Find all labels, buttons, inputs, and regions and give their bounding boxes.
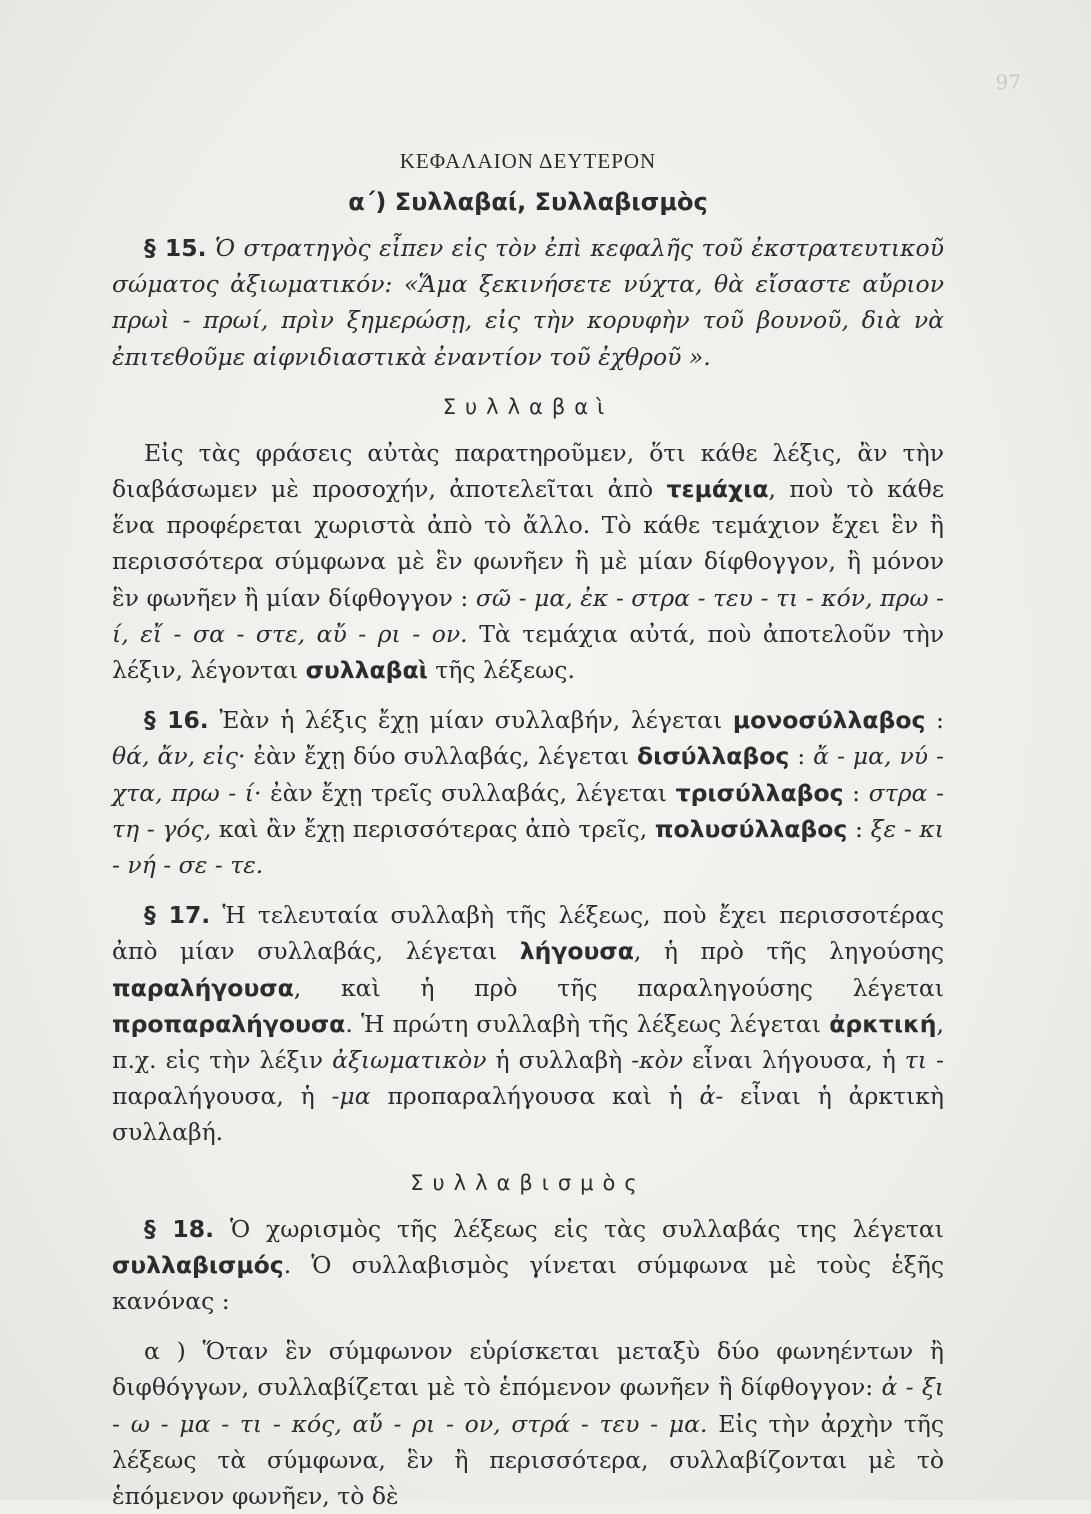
example-run: ξε - κι - νή - σε - τε. (112, 814, 944, 880)
paragraph-18-rule-a (112, 1333, 944, 1514)
chapter-heading: ΚΕΦΑΛΑΙΟΝ ΔΕΥΤΕΡΟΝ (399, 149, 657, 173)
text-run: ἐὰν ἔχῃ τρεῖς συλλαβάς, λέγεται (270, 778, 667, 807)
text-run: . Ὁ συλλαβισμὸς γίνεται σύμφωνα μὲ τοὺς ἑξῆς κανόνας : (112, 1250, 944, 1316)
term-monosyllavos: μονοσύλλαβος (732, 706, 926, 735)
text-run: ἡ συλλαβὴ (495, 1046, 623, 1075)
example-run: στρα - τη - γός, (112, 778, 944, 843)
term-trisyllavos: τρισύλλαβος (675, 778, 844, 807)
text-run: Τὰ τεμάχια αὐτά, ποὺ ἀποτελοῦν τὴν λέξιν, λέγονται (112, 619, 944, 685)
example-run: ἀ- (699, 1082, 724, 1111)
text-run: Ἡ τελευταία συλλαβὴ τῆς λέξεως, ποὺ ἔχει περισσοτέρας ἀπὸ μίαν συλλαβάς, λέγεται (112, 901, 944, 966)
text-run: εἶναι λήγουσα, ἡ (692, 1046, 896, 1075)
term-proparaligousa: προπαραλήγουσα (112, 1009, 346, 1038)
text-run: προπαραλήγουσα καὶ ἡ (387, 1082, 683, 1111)
example-run: -μα (331, 1082, 371, 1111)
text-run: εἶναι ἡ ἀρκτικὴ συλλαβή. (112, 1082, 944, 1147)
section-number-15: § 15. (144, 234, 207, 262)
text-run: καὶ ἂν ἔχῃ περισσότερας ἀπὸ τρεῖς, (218, 814, 648, 843)
example-run: θά, ἄν, εἰς· (112, 742, 246, 771)
text-run: , ἡ πρὸ τῆς ληγούσης (633, 937, 944, 966)
term-syllavismos: συλλαβισμός (112, 1250, 284, 1279)
term-syllavai: συλλαβαὶ (305, 656, 428, 685)
text-run: . Ἡ πρώτη συλλαβὴ τῆς λέξεως λέγεται (345, 1009, 821, 1038)
text-run: : (797, 742, 806, 771)
text-run: Εἰς τὴν ἀρχὴν τῆς λέξεως τὰ σύμφωνα, ἓν ἢ περισσότερα, συλλαβίζονται μὲ τὸ ἑπόμενον φωνῆεν, τὸ δὲ (112, 1409, 944, 1511)
section-number-17: § 17. (144, 901, 211, 930)
term-disyllavos: δισύλλαβος (637, 742, 790, 771)
subheading-syllables: Συλλαβαὶ (442, 394, 614, 419)
text-run: , ποὺ τὸ κάθε ἕνα προφέρεται χωριστὰ ἀπὸ τὸ ἄλλο. Τὸ κάθε τεμάχιον ἔχει ἓν ἢ περισσότερα σύμφωνα μὲ ἓν φωνῆεν ἢ μὲ μίαν δίφθογγον, ἢ μόνον ἓν φωνῆεν ἢ μίαν δίφθογγον : (112, 475, 944, 612)
paragraph-17 (112, 897, 944, 1150)
page-body (112, 146, 944, 1514)
subheading-syllabification: Συλλαβισμὸς (410, 1170, 646, 1195)
text-run: ἐὰν ἔχῃ δύο συλλαβάς, λέγεται (253, 742, 630, 771)
example-run: ἄ - μα, νύ - χτα, πρω - ί· (112, 742, 944, 807)
example-run: ἀ - ξι - ω - μα - τι - κός, αὔ - ρι - ον, στρά - τευ - μα. (112, 1373, 944, 1438)
page-number: 97 (995, 70, 1021, 94)
paragraph-15-text: Ὁ στρατηγὸς εἶπεν εἰς τὸν ἐπὶ κεφαλῆς τοῦ ἐκστρατευτικοῦ σώματος ἀξιωματικόν: «Ἅμα ξεκινήσετε νύχτα, θὰ εἴσαστε αὔριον πρωὶ - πρωί, πρὶν ξημερώσῃ, εἰς τὴν κορυφὴν τοῦ βουνοῦ, διὰ νὰ ἐπιτεθοῦμε αἰφνιδιαστικὰ ἐναντίον τοῦ ἐχθροῦ ». (112, 234, 944, 371)
paragraph-18 (112, 1211, 944, 1320)
text-run: , καὶ ἡ πρὸ τῆς παραληγούσης λέγεται (293, 973, 944, 1002)
text-run: , π.χ. εἰς τὴν λέξιν (112, 1009, 944, 1075)
example-run: σῶ - μα, ἐκ - στρα - τευ - τι - κόν, πρω - ί, εἴ - σα - στε, αὔ - ρι - ον. (112, 583, 944, 648)
text-run: Ἐὰν ἡ λέξις ἔχῃ μίαν συλλαβήν, λέγεται (219, 706, 723, 735)
paragraph-syllables (112, 435, 944, 688)
example-run: -κὸν (631, 1046, 684, 1075)
example-run: τι - (904, 1046, 944, 1075)
text-run: Ὁ χωρισμὸς τῆς λέξεως εἰς τὰς συλλαβάς της λέγεται (229, 1214, 945, 1243)
term-temachia: τεμάχια (666, 475, 769, 504)
term-arktiki: ἀρκτική (829, 1009, 937, 1038)
section-number-18: § 18. (144, 1214, 215, 1243)
text-run: παραλήγουσα, ἡ (112, 1082, 315, 1111)
paragraph-16 (112, 702, 944, 883)
text-run: Εἰς τὰς φράσεις αὐτὰς παρατηροῦμεν, ὅτι κάθε λέξις, ἂν τὴν διαβάσωμεν μὲ προσοχήν, ἀποτελεῖται ἀπὸ (112, 438, 944, 504)
term-polysyllavos: πολυσύλλαβος (654, 814, 848, 843)
text-run: : (852, 778, 861, 807)
example-run: ἀξιωματικὸν (332, 1046, 487, 1075)
section-title: α΄) Συλλαβαί, Συλλαβισμὸς (348, 188, 708, 216)
text-run: α ) Ὅταν ἓν σύμφωνον εὑρίσκεται μεταξὺ δύο φωνηέντων ἢ διφθόγγων, συλλαβίζεται μὲ τὸ ἑπόμενον φωνῆεν ἢ δίφθογγον: (112, 1337, 944, 1402)
text-run: : (854, 814, 863, 843)
term-ligousa: λήγουσα (519, 937, 634, 966)
section-number-16: § 16. (144, 706, 209, 735)
term-paraligousa: παραλήγουσα (112, 973, 294, 1002)
text-run: : (936, 706, 944, 735)
paragraph-15 (112, 230, 944, 375)
text-run: τῆς λέξεως. (435, 656, 575, 685)
